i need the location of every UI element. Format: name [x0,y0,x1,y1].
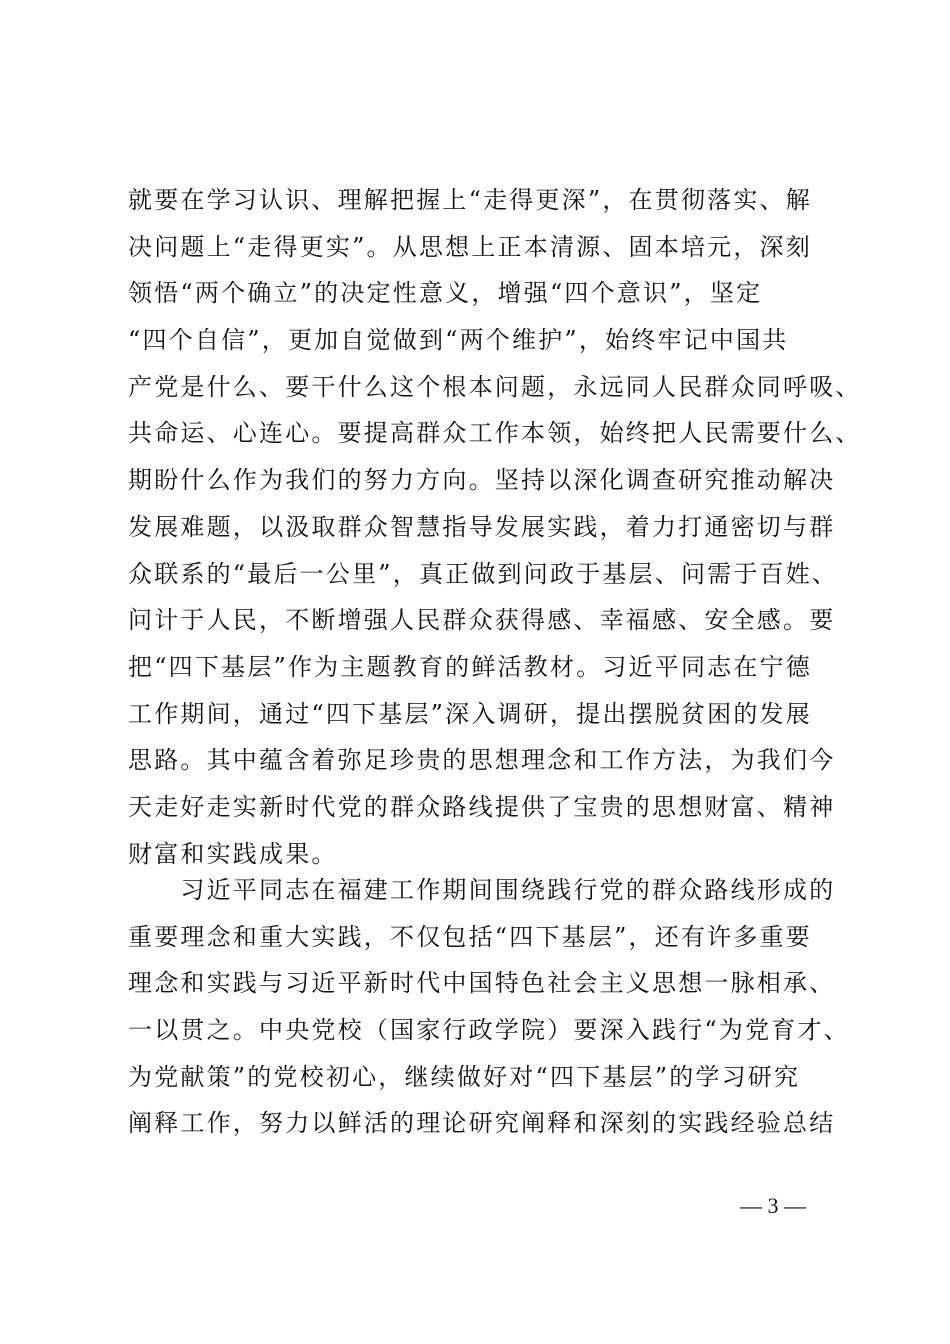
text-line: 决问题上“走得更实”。从思想上正本清源、固本培元，深刻 [128,232,812,261]
text-line: 财富和实践成果。 [128,839,338,868]
text-line: 发展难题，以汲取群众智慧指导发展实践，着力打通密切与群 [128,512,836,541]
text-line: 天走好走实新时代党的群众路线提供了宝贵的思想财富、精神 [128,792,836,821]
text-line: 一以贯之。中央党校（国家行政学院）要深入践行“为党育才、 [128,1016,850,1045]
paragraph-2 [128,867,850,1147]
text-line: 为党献策”的党校初心，继续做好对“四下基层”的学习研究 [128,1062,801,1091]
paragraph-1 [128,177,862,877]
text-line: 产党是什么、要干什么这个根本问题，永远同人民群众同呼吸、 [128,372,862,401]
page-number: — 3 — [740,1193,806,1218]
text-line: “四个自信”，更加自觉做到“两个维护”，始终牢记中国共 [128,326,789,355]
text-line: 思路。其中蕴含着弥足珍贵的思想理念和工作方法，为我们今 [128,746,836,775]
text-line: 问计于人民，不断增强人民群众获得感、幸福感、安全感。要 [128,606,836,635]
text-line: 工作期间，通过“四下基层”深入调研，提出摆脱贫困的发展 [128,699,812,728]
text-line: 习近平同志在福建工作期间围绕践行党的群众路线形成的 [128,876,836,904]
text-line: 理念和实践与习近平新时代中国特色社会主义思想一脉相承、 [128,969,836,998]
text-line: 众联系的“最后一公里”，真正做到问政于基层、问需于百姓、 [128,559,839,588]
text-line: 期盼什么作为我们的努力方向。坚持以深化调查研究推动解决 [128,466,836,495]
text-line: 把“四下基层”作为主题教育的鲜活教材。习近平同志在宁德 [128,652,812,681]
text-line: 就要在学习认识、理解把握上“走得更深”，在贯彻落实、解 [128,186,812,214]
text-line: 重要理念和重大实践，不仅包括“四下基层”，还有许多重要 [128,922,812,951]
text-line: 阐释工作，努力以鲜活的理论研究阐释和深刻的实践经验总结 [128,1109,836,1138]
text-line: 共命运、心连心。要提高群众工作本领，始终把人民需要什么、 [128,419,862,448]
text-line: 领悟“两个确立”的决定性意义，增强“四个意识”，坚定 [128,279,763,308]
